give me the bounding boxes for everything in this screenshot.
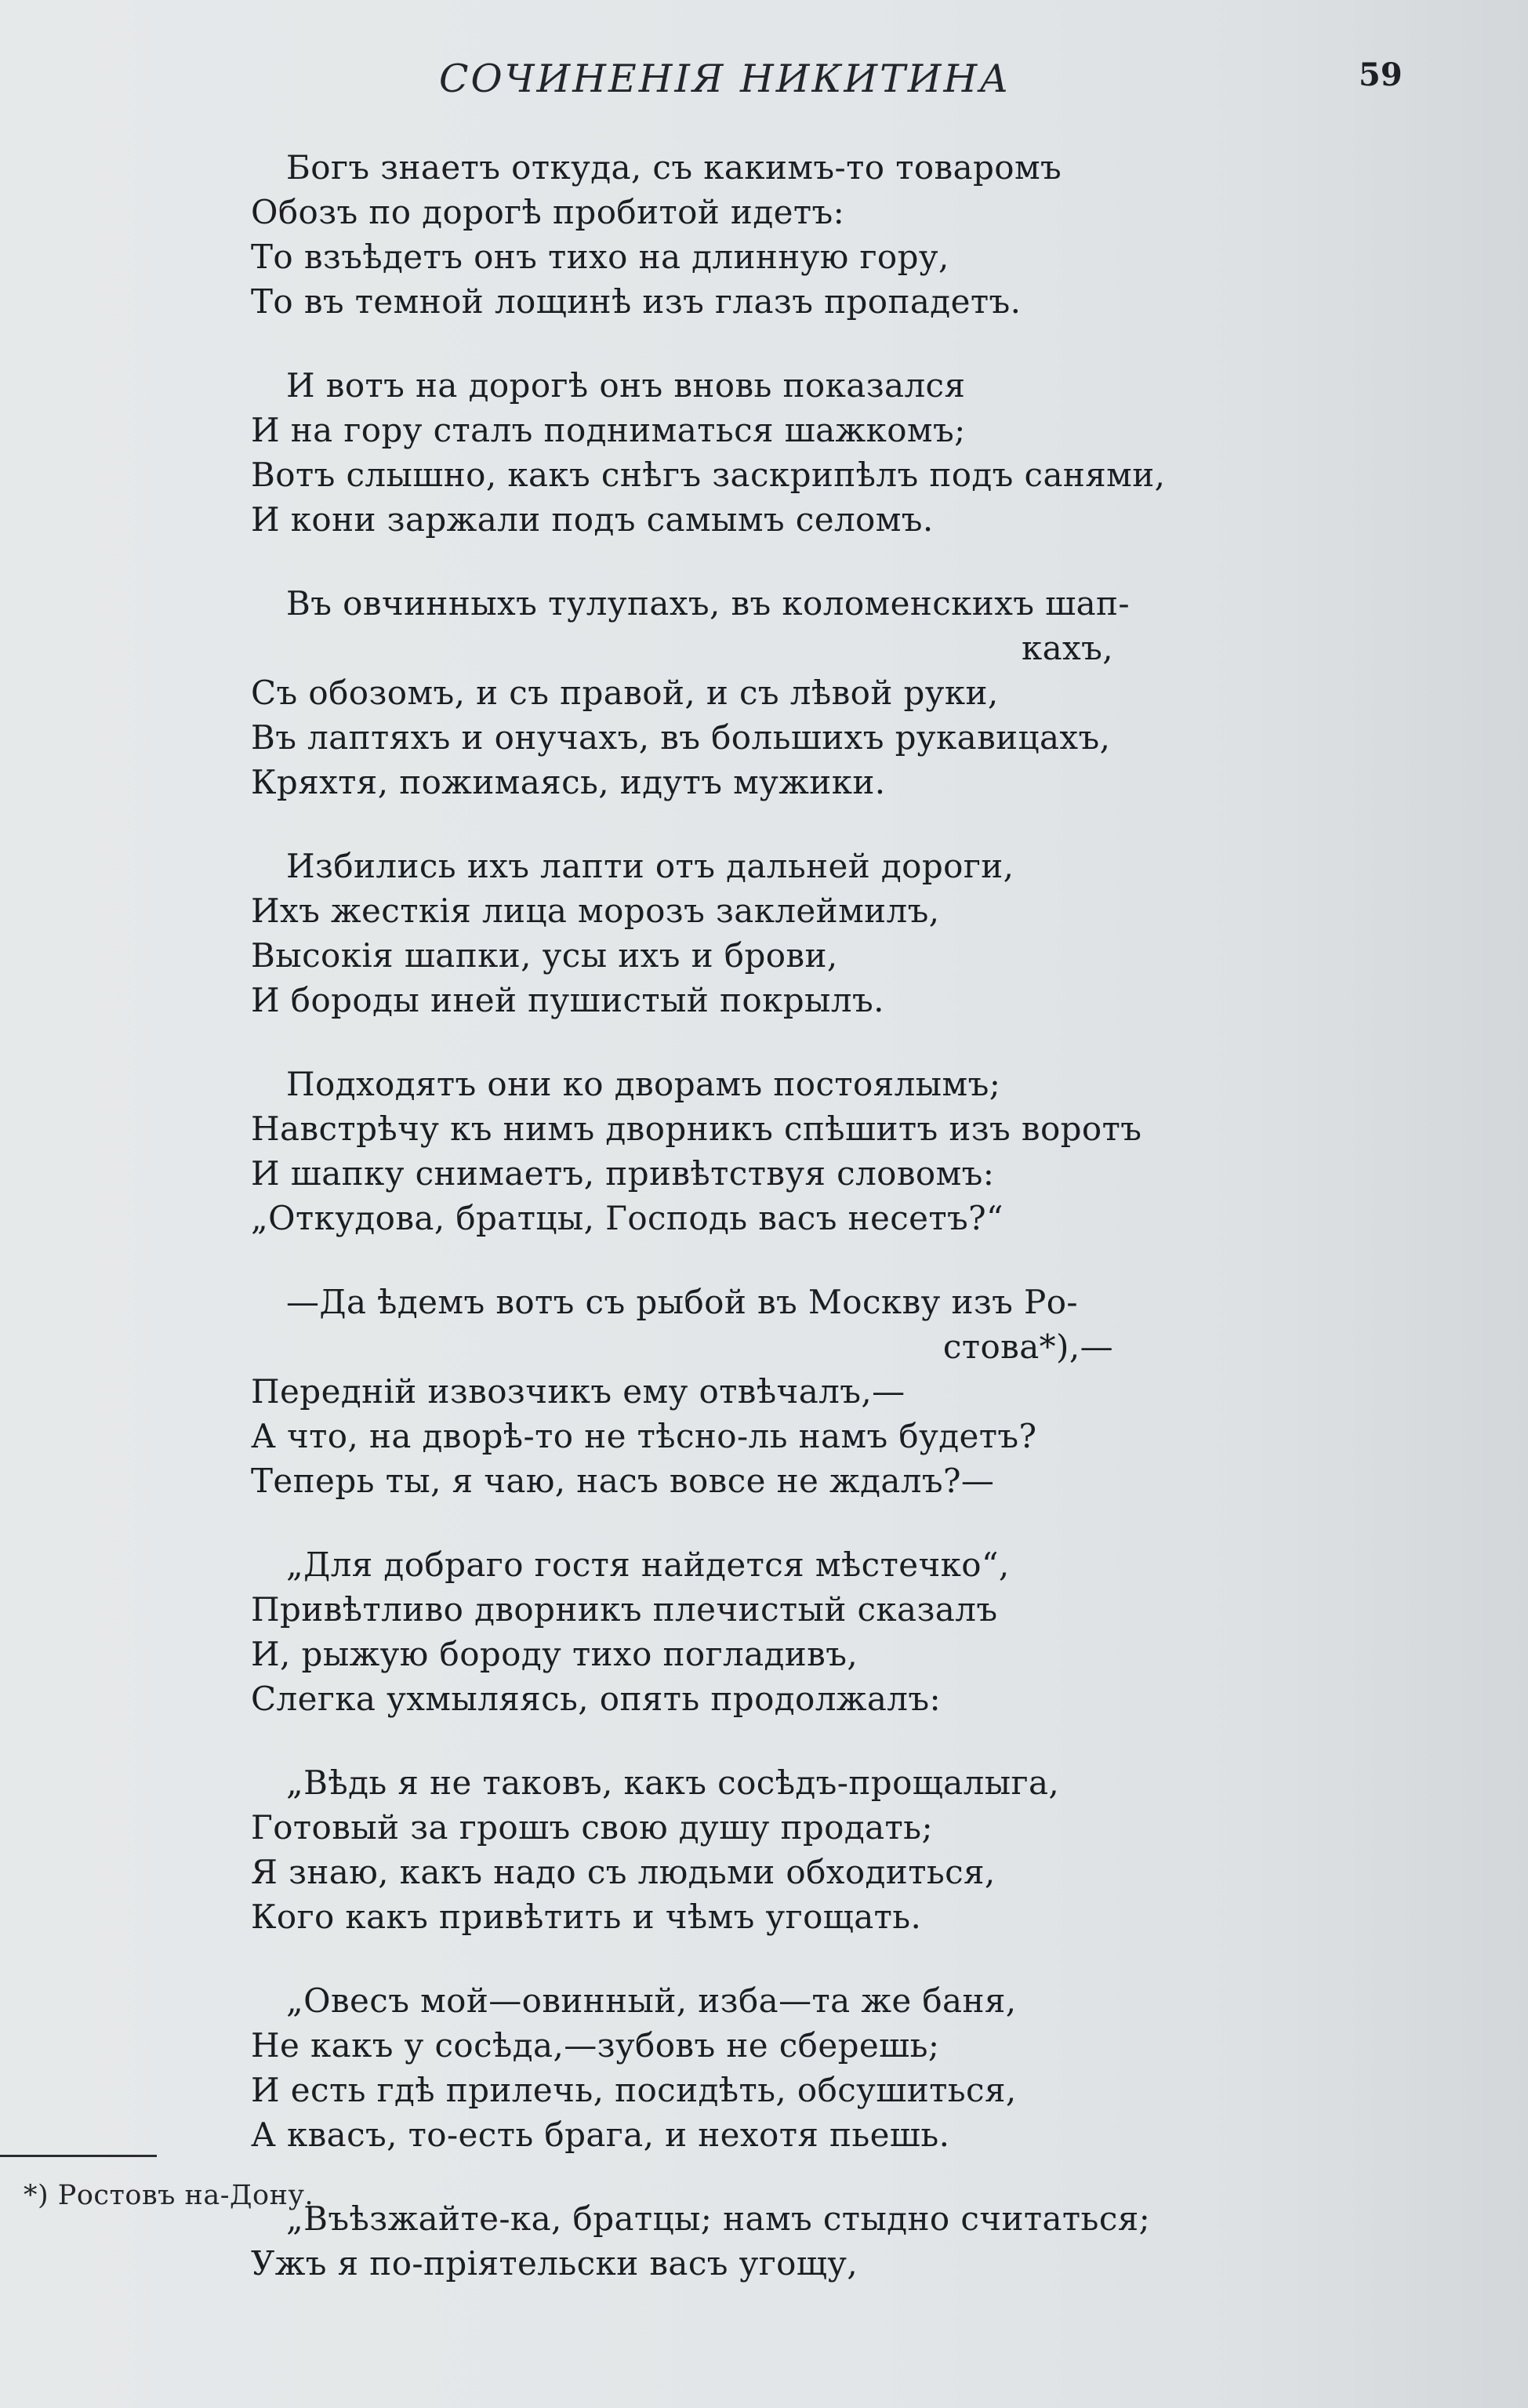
poem-line: И кони заржали подъ самымъ селомъ. (251, 500, 934, 539)
poem-line: А квасъ, то-есть брага, и нехотя пьешь. (251, 2116, 950, 2154)
footnote: *) Ростовъ на-Дону. (24, 2180, 314, 2211)
poem-line: Избились ихъ лапти отъ дальней дороги, (286, 847, 1014, 885)
poem-line: „Для добраго гостя найдется мѣстечко“, (286, 1545, 1010, 1584)
stanza (251, 2196, 1151, 2286)
poem-line: То взъѣдетъ онъ тихо на длинную гору, (251, 238, 949, 276)
stanza (251, 1978, 1145, 2157)
poem-line: Не какъ у сосѣда,—зубовъ не сберешь; (251, 2026, 940, 2065)
poem-line: Передній извозчикъ ему отвѣчалъ,— (251, 1372, 906, 1411)
poem-line: И бороды иней пушистый покрылъ. (251, 981, 884, 1019)
poem-line: „Въѣзжайте-ка, братцы; намъ стыдно считаться; (286, 2199, 1151, 2238)
stanza (251, 1542, 1145, 1721)
poem-line: Обозъ по дорогѣ пробитой идетъ: (251, 193, 845, 231)
stanza (251, 145, 1145, 324)
poem-line: То въ темной лощинѣ изъ глазъ пропадетъ. (251, 282, 1022, 321)
stanza (251, 844, 1145, 1022)
poem-line: И, рыжую бороду тихо погладивъ, (251, 1635, 858, 1673)
poem-line: Готовый за грошъ свою душу продать; (251, 1808, 933, 1847)
stanza (251, 581, 1145, 804)
poem-body (251, 145, 1166, 2325)
stanza (251, 363, 1166, 542)
stanza (251, 1760, 1145, 1939)
poem-line: Ихъ жесткія лица морозъ заклеймилъ, (251, 892, 940, 930)
poem-line: Навстрѣчу къ нимъ дворникъ спѣшитъ изъ воротъ (251, 1110, 1142, 1148)
stanza (251, 1062, 1145, 1240)
poem-line: А что, на дворѣ-то не тѣсно-ль намъ будетъ? (251, 1417, 1037, 1455)
poem-line: Привѣтливо дворникъ плечистый сказалъ (251, 1590, 998, 1629)
poem-line: Въ овчинныхъ тулупахъ, въ коломенскихъ шап- (286, 584, 1131, 623)
poem-line: Высокія шапки, усы ихъ и брови, (251, 936, 838, 975)
poem-line: Теперь ты, я чаю, насъ вовсе не ждалъ?— (251, 1462, 995, 1500)
poem-line: „Овесъ мой—овинный, изба—та же баня, (286, 1981, 1017, 2020)
poem-line: Слегка ухмыляясь, опять продолжалъ: (251, 1680, 942, 1718)
poem-line: Кого какъ привѣтить и чѣмъ угощать. (251, 1898, 922, 1936)
poem-line: —Да ѣдемъ вотъ съ рыбой въ Москву изъ Ро- (286, 1283, 1078, 1321)
poem-line: И на гору сталъ подниматься шажкомъ; (251, 411, 966, 449)
poem-line: стова*),— (942, 1327, 1113, 1366)
poem-line: И есть гдѣ прилечь, посидѣть, обсушиться, (251, 2071, 1017, 2109)
poem-line: Кряхтя, пожимаясь, идутъ мужики. (251, 763, 886, 801)
poem-line: Въ лаптяхъ и онучахъ, въ большихъ рукавицахъ, (251, 718, 1111, 757)
running-head: СОЧИНЕНІЯ НИКИТИНА (439, 56, 1011, 101)
poem-line: Съ обозомъ, и съ правой, и съ лѣвой руки, (251, 674, 999, 712)
poem-line: Подходятъ они ко дворамъ постоялымъ; (286, 1065, 1001, 1103)
poem-line: кахъ, (1021, 629, 1113, 667)
footnote-rule (0, 2155, 157, 2157)
poem-line: „Откудова, братцы, Господь васъ несетъ?“ (251, 1199, 1004, 1237)
poem-line: И шапку снимаетъ, привѣтствуя словомъ: (251, 1154, 995, 1193)
poem-line: Богъ знаетъ откуда, съ какимъ-то товаромъ (286, 148, 1062, 187)
poem-line: Я знаю, какъ надо съ людьми обходиться, (251, 1853, 996, 1891)
stanza (251, 1280, 1145, 1503)
poem-line: Вотъ слышно, какъ снѣгъ заскрипѣлъ подъ санями, (251, 456, 1166, 494)
poem-line: И вотъ на дорогѣ онъ вновь показался (286, 366, 966, 405)
poem-line: Ужъ я по-пріятельски васъ угощу, (251, 2244, 858, 2283)
poem-line: „Вѣдь я не таковъ, какъ сосѣдъ-прощалыга, (286, 1763, 1060, 1802)
page-number: 59 (1359, 56, 1403, 93)
